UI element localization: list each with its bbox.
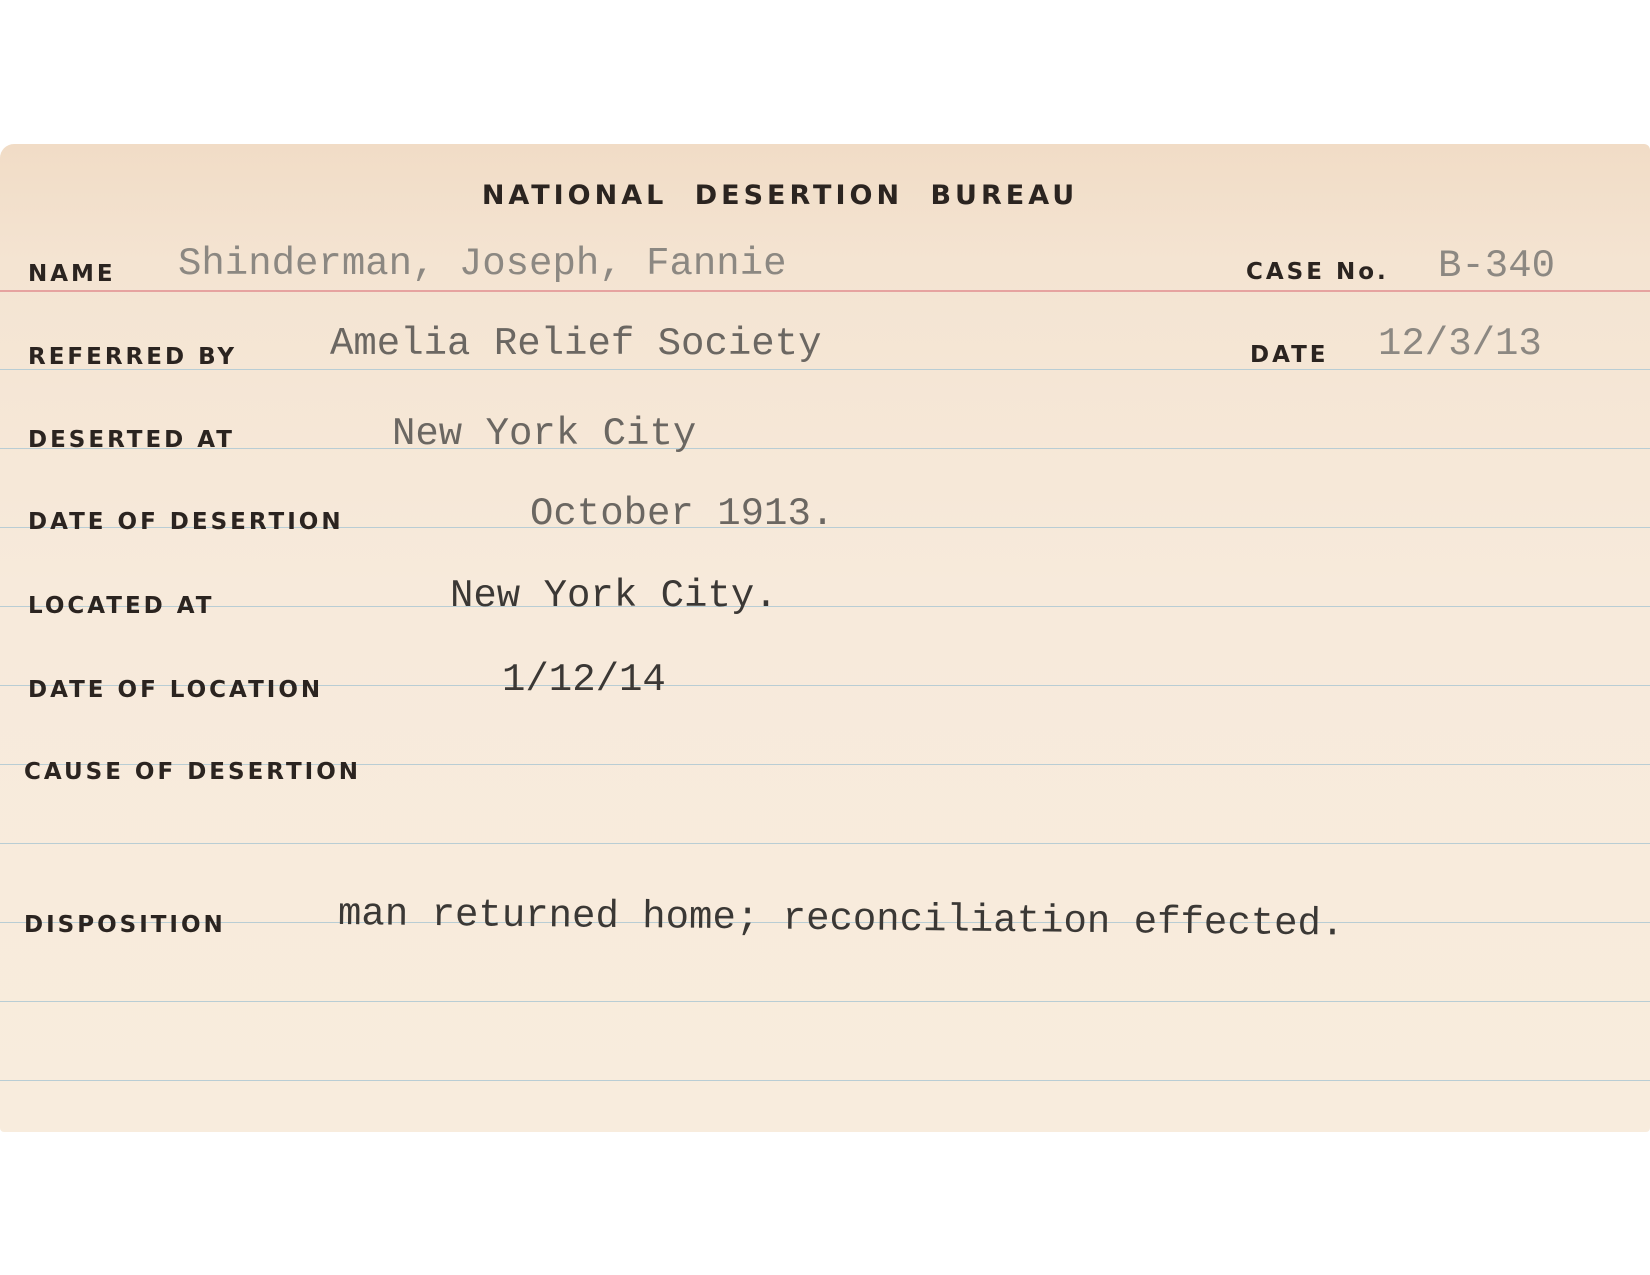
date-of-desertion-value: October 1913. — [530, 492, 835, 536]
deserted-at-value: New York City — [392, 412, 697, 456]
cause-of-desertion-label: CAUSE OF DESERTION — [24, 759, 362, 785]
located-at-value: New York City. — [450, 574, 778, 618]
name-value: Shinderman, Joseph, Fannie — [178, 242, 787, 286]
header-rule — [0, 290, 1650, 292]
disposition-value: man returned home; reconciliation effected. — [337, 892, 1345, 947]
referred-by-value: Amelia Relief Society — [330, 322, 822, 366]
date-of-location-value: 1/12/14 — [502, 658, 666, 702]
ruled-line — [0, 369, 1650, 370]
ruled-line — [0, 1080, 1650, 1081]
deserted-at-label: DESERTED AT — [28, 427, 235, 453]
index-card — [0, 144, 1650, 1132]
date-of-desertion-label: DATE OF DESERTION — [28, 509, 344, 535]
card-title: NATIONAL DESERTION BUREAU — [481, 180, 1079, 211]
date-label: DATE — [1250, 342, 1329, 368]
disposition-label: DISPOSITION — [24, 912, 226, 938]
ruled-line — [0, 843, 1650, 844]
date-of-location-label: DATE OF LOCATION — [28, 677, 324, 703]
name-label: NAME — [28, 261, 116, 287]
date-value: 12/3/13 — [1378, 322, 1542, 366]
ruled-line — [0, 606, 1650, 607]
case-no-label: CASE No. — [1246, 259, 1389, 285]
located-at-label: LOCATED AT — [28, 593, 215, 619]
ruled-line — [0, 1001, 1650, 1002]
case-no-value: B-340 — [1438, 244, 1556, 288]
ruled-line — [0, 448, 1650, 449]
referred-by-label: REFERRED BY — [28, 344, 238, 370]
